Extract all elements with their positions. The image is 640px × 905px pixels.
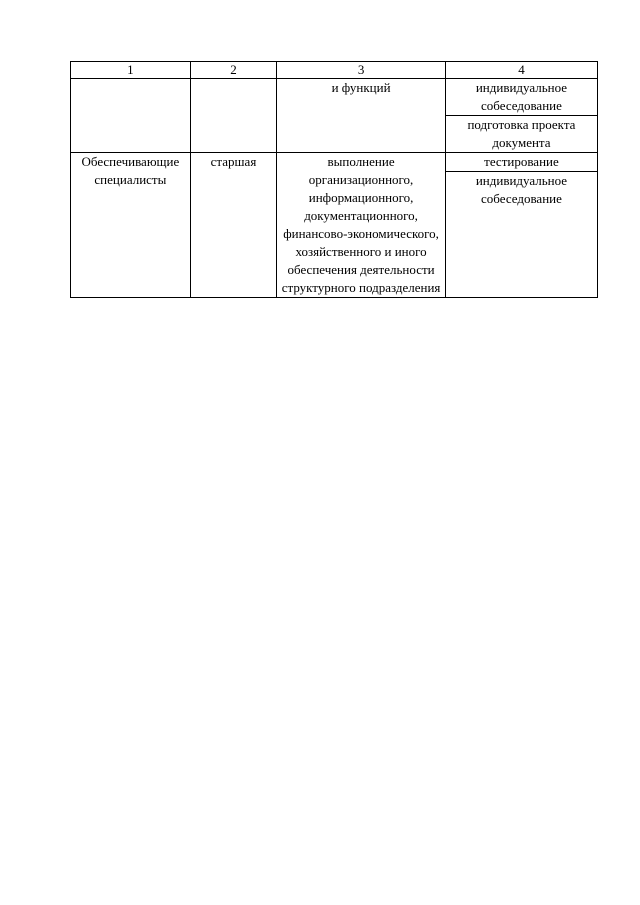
- column-number-1: 1: [71, 62, 191, 79]
- row2-group-cell: старшая: [190, 153, 276, 298]
- row1-group-cell: [190, 79, 276, 153]
- row2-category-cell: Обеспечивающие специалисты: [71, 153, 191, 298]
- row2-method-interview: индивидуальное собеседование: [446, 171, 597, 208]
- table-row: [71, 153, 598, 298]
- column-number-row: [71, 62, 598, 79]
- row1-methods-cell: [445, 79, 597, 153]
- column-number-4: 4: [445, 62, 597, 79]
- row2-functions-cell: выполнение организационного, информационного, документационного, финансово-экономического, хозяйственного и иного обеспечения деятельности структурного подразделения: [277, 153, 446, 298]
- row1-method-draft-document: подготовка проекта документа: [446, 115, 597, 152]
- row2-method-testing: тестирование: [484, 154, 559, 169]
- qualification-table: [70, 61, 598, 298]
- column-number-3: 3: [277, 62, 446, 79]
- row1-functions-cell: и функций: [277, 79, 446, 153]
- table-row: [71, 79, 598, 153]
- row2-methods-cell: [445, 153, 597, 298]
- column-number-2: 2: [190, 62, 276, 79]
- row1-method-interview: индивидуальное собеседование: [475, 80, 568, 113]
- row1-category-cell: [71, 79, 191, 153]
